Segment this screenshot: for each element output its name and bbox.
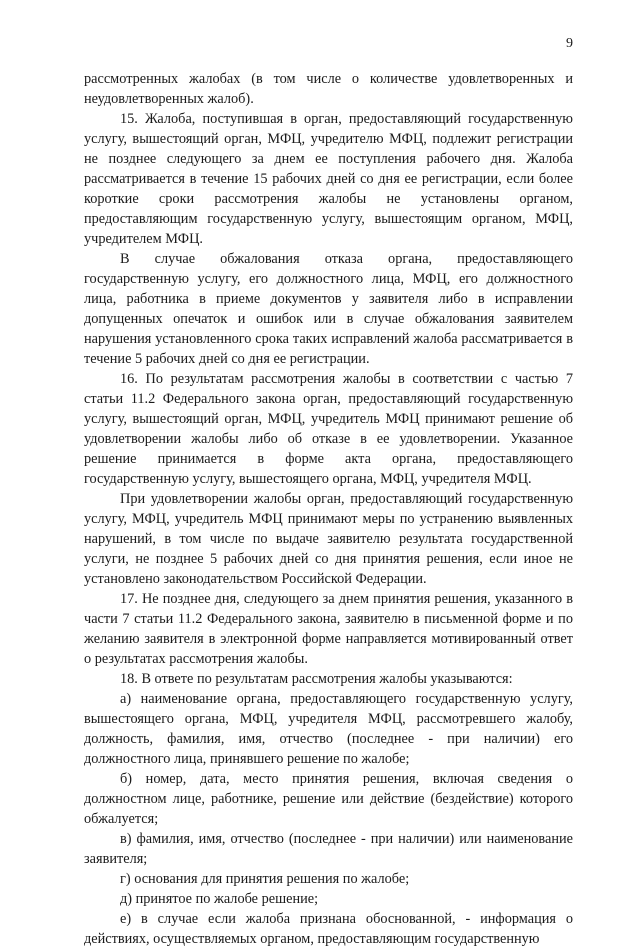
document-body	[84, 69, 573, 949]
paragraph-17: 17. Не позднее дня, следующего за днем принятия решения, указанного в части 7 статьи 11.2 Федерального закона, заявителю в письменной форме и по желанию заявителя в электронной форме направляется мотивированный ответ о результатах рассмотрения жалобы.	[84, 591, 573, 667]
page-number: 9	[566, 36, 573, 51]
list-item-g: г) основания для принятия решения по жалобе;	[120, 871, 410, 887]
paragraph-15-appeal-refusal: В случае обжалования отказа органа, предоставляющего государственную услугу, его должностного лица, МФЦ, его должностного лица, работника в приеме документов у заявителя либо в исправлении допущенных опечаток и ошибок или в случае обжалования заявителем нарушения установленного срока таких исправлений жалоба рассматривается в течение 5 рабочих дней со дня ее регистрации.	[84, 251, 573, 367]
paragraph-16: 16. По результатам рассмотрения жалобы в соответствии с частью 7 статьи 11.2 Федерального закона орган, предоставляющий государственную услугу, вышестоящий орган, МФЦ, учредитель МФЦ принимают решение об удовлетворении жалобы либо об отказе в ее удовлетворении. Указанное решение принимается в форме акта органа, предоставляющего государственную услугу, вышестоящего органа, МФЦ, учредителя МФЦ.	[84, 371, 573, 487]
list-item-e: е) в случае если жалоба признана обоснованной, - информация о действиях, осуществляемых органом, предоставляющим государственную	[84, 911, 573, 947]
list-item-v: в) фамилия, имя, отчество (последнее - при наличии) или наименование заявителя;	[84, 831, 573, 867]
list-item-b: б) номер, дата, место принятия решения, включая сведения о должностном лице, работнике, решение или действие (бездействие) которого обжалуется;	[84, 771, 573, 827]
paragraph-continuation: рассмотренных жалобах (в том числе о количестве удовлетворенных и неудовлетворенных жалоб).	[84, 71, 573, 107]
paragraph-18: 18. В ответе по результатам рассмотрения жалобы указываются:	[120, 671, 513, 687]
list-item-d: д) принятое по жалобе решение;	[120, 891, 319, 907]
paragraph-15: 15. Жалоба, поступившая в орган, предоставляющий государственную услугу, вышестоящий орган, МФЦ, учредителю МФЦ, подлежит регистрации не позднее следующего за днем ее поступления рабочего дня. Жалоба рассматривается в течение 15 рабочих дней со дня ее регистрации, если более короткие сроки рассмотрения жалобы не установлены органом, предоставляющим государственную услугу, вышестоящим органом, МФЦ, учредителем МФЦ.	[84, 111, 573, 247]
paragraph-16-satisfaction: При удовлетворении жалобы орган, предоставляющий государственную услугу, МФЦ, учредитель МФЦ принимают меры по устранению выявленных нарушений, в том числе по выдаче заявителю результата государственной услуги, не позднее 5 рабочих дней со дня принятия решения, если иное не установлено законодательством Российской Федерации.	[84, 491, 573, 587]
list-item-a: а) наименование органа, предоставляющего государственную услугу, вышестоящего органа, МФЦ, учредителя МФЦ, рассмотревшего жалобу, должность, фамилия, имя, отчество (последнее - при наличии) его должностного лица, принявшего решение по жалобе;	[84, 691, 573, 767]
